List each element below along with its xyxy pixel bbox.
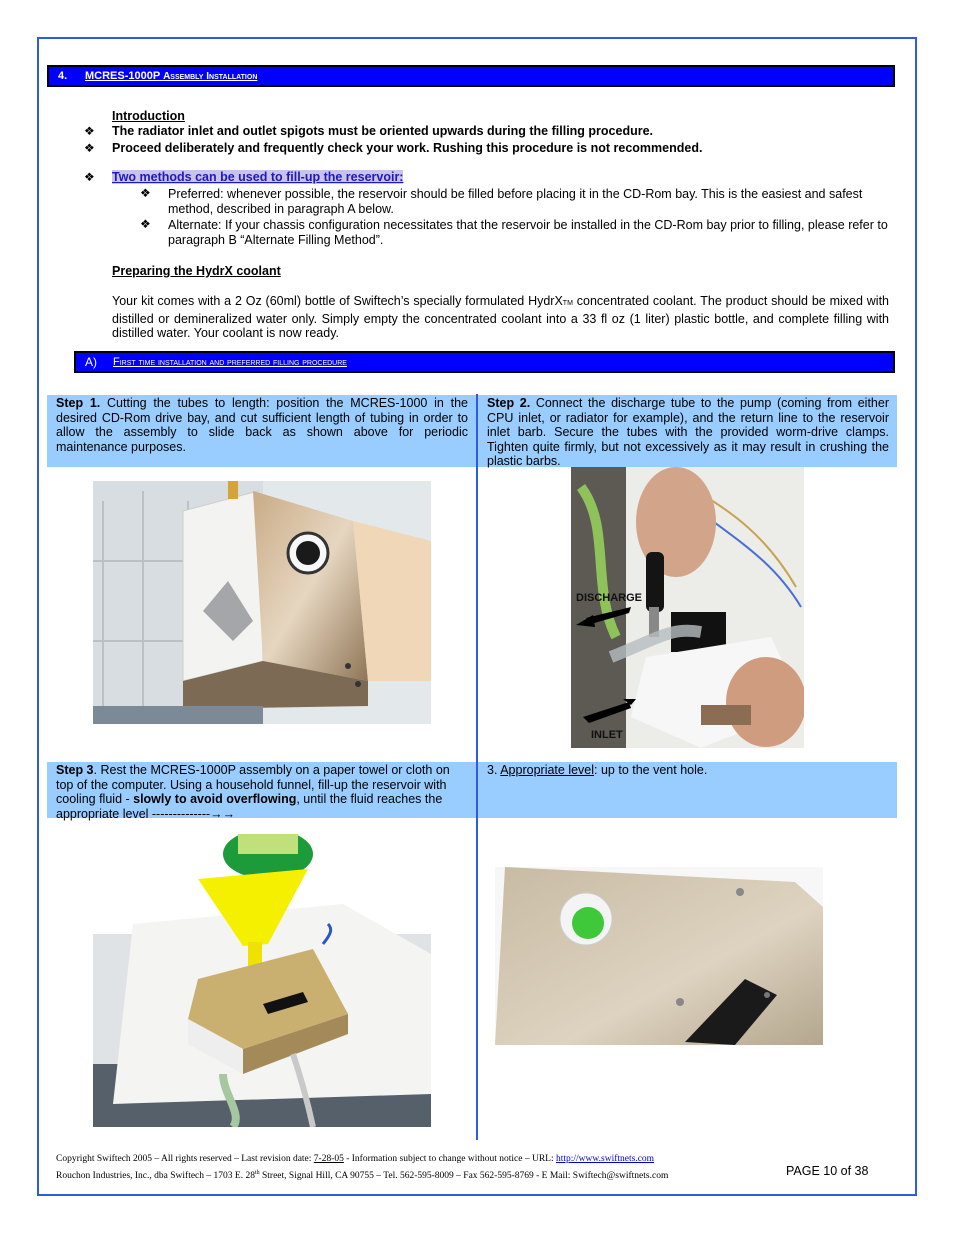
subsection-header-bar [74, 351, 895, 373]
diamond-bullet-icon: ❖ [84, 124, 95, 138]
section-header-bar [47, 65, 895, 87]
coolant-heading: Preparing the HydrX coolant [112, 264, 281, 278]
photo-reservoir-slide-out [93, 481, 431, 724]
photo-label-inlet: INLET [591, 729, 623, 741]
step-3-cell: Step 3. Rest the MCRES-1000P assembly on a paper towel or cloth on top of the computer. Using a household funnel, fill-up the reservoir with cooling fluid - slowly to avoid overflowing, until the fluid reaches the appropriate level --------------→→ [47, 762, 476, 818]
website-link[interactable]: http://www.swiftnets.com [555, 1154, 655, 1164]
page-number: PAGE 10 of 38 [786, 1164, 869, 1178]
footer-address: Rouchon Industries, Inc., dba Swiftech – 1703 E. 28th Street, Signal Hill, CA 90755 – Tel. 562-595-8009 – Fax 562-595-8769 - E Mail: Swiftech@swiftnets.com [56, 1170, 669, 1182]
photo-fill-level [495, 867, 823, 1045]
appropriate-level-link: Appropriate level [500, 763, 595, 777]
method-preferred: Preferred: whenever possible, the reservoir should be filled before placing it in the CD-Rom bay. This is the easiest and safest method, described in paragraph A below. [168, 187, 863, 216]
subsection-title-rest: irst time installation and preferred filling procedure [119, 357, 347, 368]
subsection-letter: A) [85, 355, 97, 369]
diamond-bullet-icon: ❖ [140, 217, 151, 231]
intro-heading: Introduction [112, 109, 185, 123]
column-divider [476, 394, 478, 1140]
footer-copyright: Copyright Swiftech 2005 – All rights reserved – Last revision date: 7-28-05 - Information subject to change without notice – URL: http://www.swiftnets.com [56, 1154, 655, 1164]
photo-funnel-filling [93, 834, 431, 1127]
diamond-bullet-icon: ❖ [140, 186, 151, 200]
trademark: TM [562, 300, 573, 307]
section-number: 4. [58, 70, 68, 82]
coolant-paragraph: Your kit comes with a 2 Oz (60ml) bottle of Swiftech’s specially formulated HydrXTM concentrated coolant. The product should be mixed with distilled or demineralized water only. Simply empty the concentrated coolant into a 33 fl oz (1 liter) plastic bottle, and complete filling with distilled water. Your coolant is now ready. [112, 294, 889, 340]
arrow-right-icon: →→ [210, 806, 236, 821]
diamond-bullet-icon: ❖ [84, 170, 95, 184]
method-alternate: Alternate: If your chassis configuration necessitates that the reservoir be installed in the CD-Rom bay prior to filling, please refer to paragraph B “Alternate Filling Method”. [168, 218, 888, 247]
revision-date: 7-28-05 [313, 1154, 344, 1164]
photo-label-discharge: DISCHARGE [576, 592, 643, 604]
section-title-rest: Assembly Installation [163, 71, 258, 82]
subsection-title-first: F [113, 356, 120, 368]
section-title-main: MCRES-1000P [85, 70, 160, 82]
intro-bullet-2: Proceed deliberately and frequently check your work. Rushing this procedure is not recommended. [112, 141, 703, 155]
intro-bullet-1: The radiator inlet and outlet spigots must be oriented upwards during the filling procedure. [112, 124, 654, 138]
step-4-cell: 3. Appropriate level: up to the vent hole. [478, 762, 897, 818]
step-2-cell: Step 2. Connect the discharge tube to the pump (coming from either CPU inlet, or radiator for example), and the return line to the reservoir inlet barb. Secure the tubes with the provided worm-drive clamps. Tighten quite firmly, but not excessively as it may result in crushing the plastic barbs. [478, 395, 897, 467]
photo-connect-tubes [571, 467, 804, 748]
diamond-bullet-icon: ❖ [84, 141, 95, 155]
methods-heading: Two methods can be used to fill-up the reservoir: [112, 170, 404, 184]
step-1-cell: Step 1. Cutting the tubes to length: position the MCRES-1000 in the desired CD-Rom drive bay, and cut sufficient length of tubing in order to allow the assembly to slide back as shown above for periodic maintenance purposes. [47, 395, 476, 467]
